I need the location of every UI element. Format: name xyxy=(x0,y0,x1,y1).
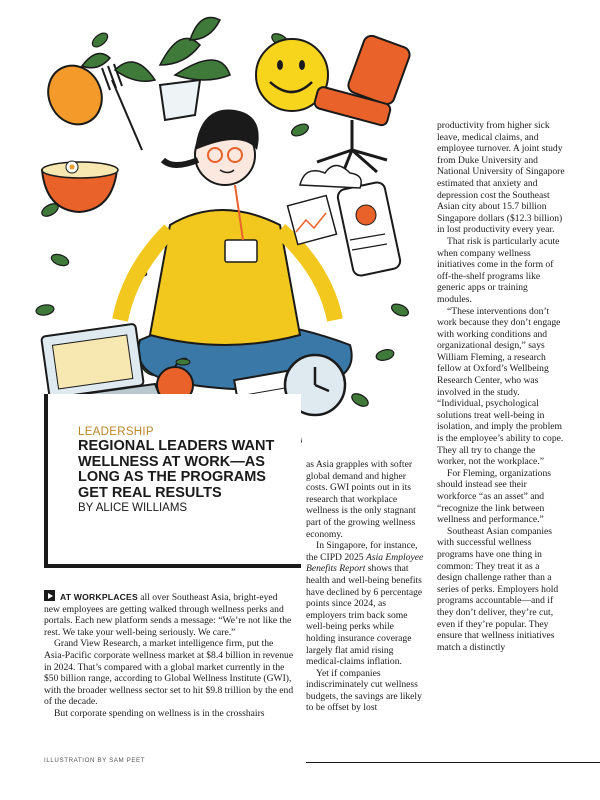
paragraph: Yet if companies indiscriminately cut wellness budgets, the savings are likely to be offset by lost xyxy=(306,667,422,714)
body-column-3 xyxy=(437,120,565,653)
paragraph: But corporate spending on wellness is in the crosshairs xyxy=(54,707,265,719)
byline: BY ALICE WILLIAMS xyxy=(78,502,188,514)
paragraph: In Singapore, for instance, the CIPD 2025 Asia Employee Benefits Report shows that health and well-being benefits have declined by 6 percentage points since 2024, as employers trim back some well-being perks while holding insurance coverage largely flat amid rising medical-claims inflation. xyxy=(306,540,424,668)
footer-rule xyxy=(306,762,600,763)
potted-plant-icon xyxy=(115,18,230,121)
fruit-icon xyxy=(39,54,111,134)
paragraph: Grand View Research, a market intelligence firm, put the Asia-Pacific corporate wellness market at $8.4 billion in revenue in 2024. That’s compared with a global market currently in the $50 billion range, according to Global Wellness Institute (GWI), with the broader wellness sector set to hit $9.8 trillion by the end of the decade. xyxy=(44,638,294,708)
headline-box xyxy=(44,394,301,568)
woman-meditating xyxy=(120,110,352,390)
paragraph: productivity from higher sick leave, medical claims, and employee turnover. A joint study from Duke University and National University of Singapore estimated that anxiety and depression cost the Southeast Asian city about 15.7 billion Singapore dollars ($12.3 billion) in lost productivity every year. xyxy=(437,120,565,236)
body-column-2 xyxy=(306,459,424,714)
paragraph: Southeast Asian companies with successful wellness programs have one thing in common: They treat it as a design challenge rather than a series of perks. Employers hold programs accountable—and if they don’t deliver, they’re cut, even if they’re popular. They ensure that wellness initiatives match a distinctly xyxy=(437,525,559,653)
body-column-1 xyxy=(44,590,294,720)
section-label: LEADERSHIP xyxy=(78,426,154,438)
paragraph: as Asia grapples with softer global demand and higher costs. GWI points out in its research that workplace wellness is the only stagnant part of the growing wellness economy. xyxy=(306,459,416,540)
paragraph: That risk is particularly acute when company wellness initiatives come in the form of off-the-shelf programs like generic apps or training modules. xyxy=(437,235,560,305)
play-icon xyxy=(44,590,55,601)
paragraph: AT WORKPLACES all over Southeast Asia, bright-eyed new employees are getting walked through wellness perks and portals. Each new platform sends a message: “We’re not like the rest. We take your well-being seriously. We care.” xyxy=(44,592,292,638)
illustration-credit: ILLUSTRATION BY SAM PEET xyxy=(44,757,146,764)
office-chair-icon xyxy=(313,34,411,175)
paragraph: “These interventions don’t work because they don’t engage with working conditions and organizational design,” says William Fleming, a research fellow at Oxford’s Wellbeing Research Center, who was involved in the study. “Individual, psychological solutions treat well-being in isolation, and imply the problem is the employee’s ability to cope. They all try to change the worker, not the workplace.” xyxy=(437,305,564,468)
lead-in: AT WORKPLACES xyxy=(60,592,138,602)
wellness-illustration xyxy=(30,10,430,460)
paragraph: For Fleming, organizations should instead see their workforce “as an asset” and “recognize the link between wellness and performance.” xyxy=(437,467,552,526)
article-headline: REGIONAL LEADERS WANT WELLNESS AT WORK—AS LONG AS THE PROGRAMS GET REAL RESULTS xyxy=(78,438,275,501)
phone-app-icon xyxy=(336,181,401,277)
